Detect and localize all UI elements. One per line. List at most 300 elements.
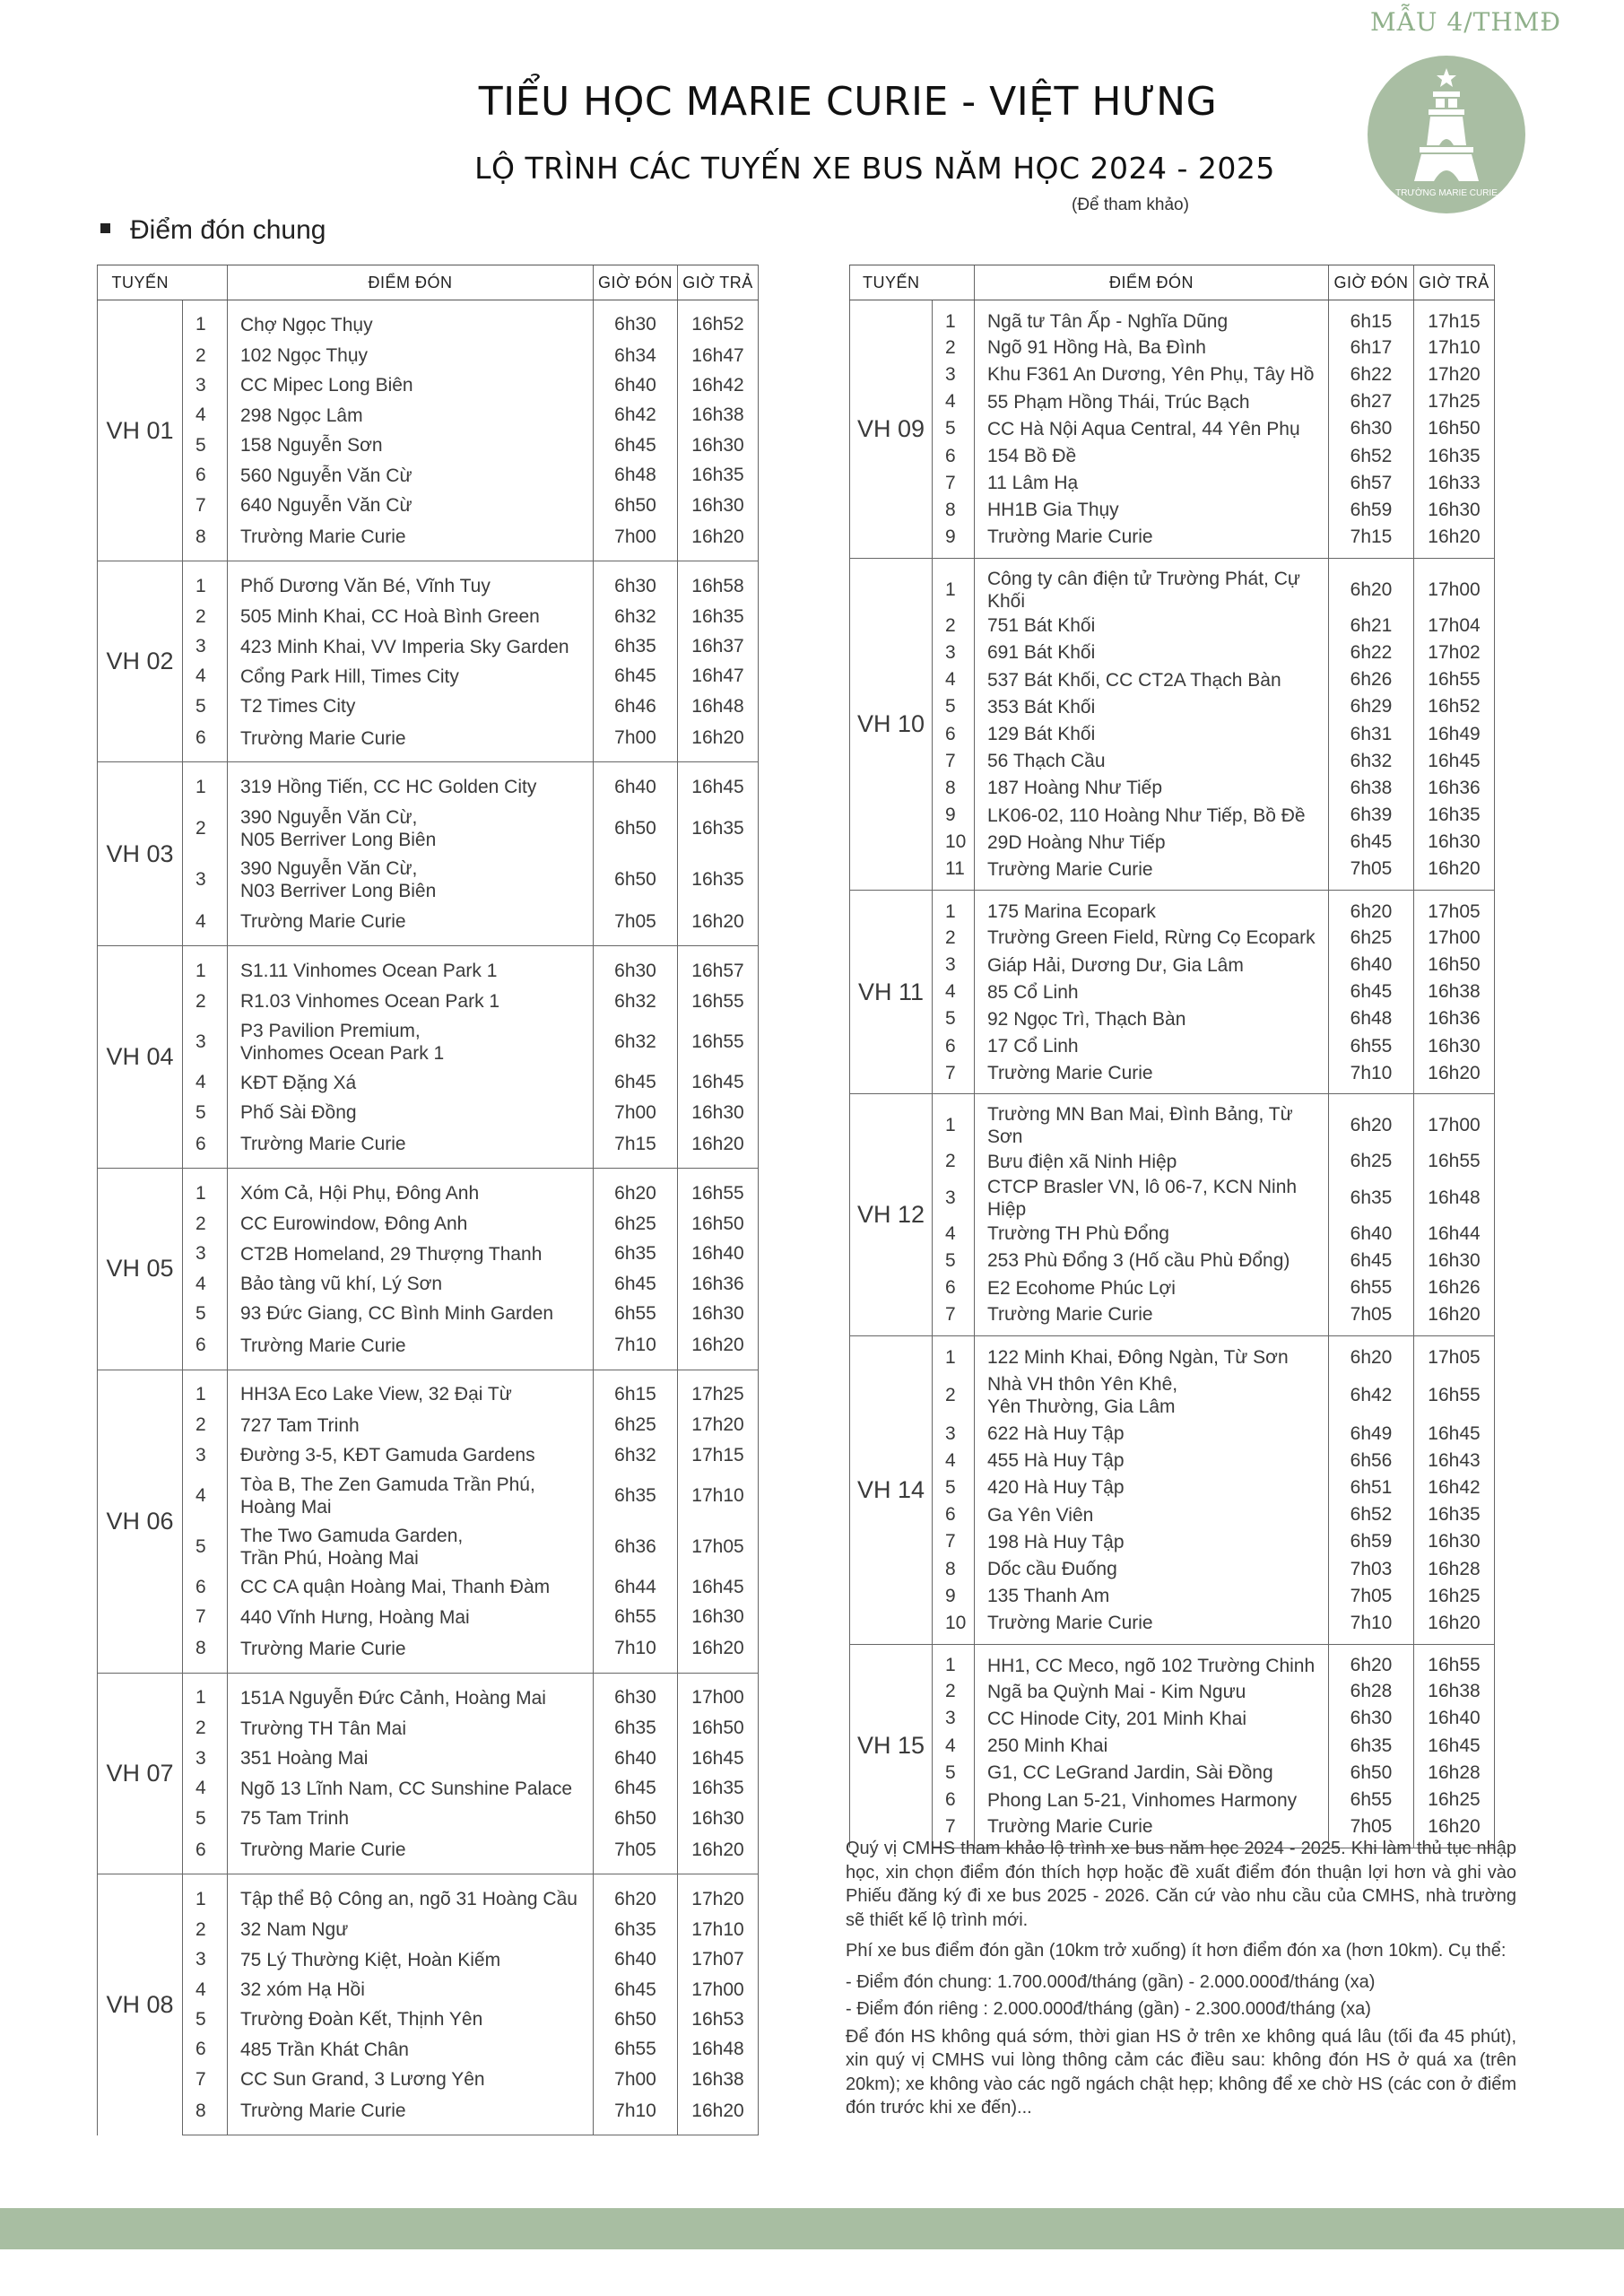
stop-name: CC Hinode City, 201 Minh Khai: [975, 1705, 1329, 1732]
pickup-time: 6h35: [1329, 1176, 1414, 1221]
return-time: 17h15: [1414, 300, 1495, 335]
stop-row: [98, 1975, 759, 2005]
return-time: 16h55: [678, 1169, 759, 1209]
return-time: 16h30: [678, 1299, 759, 1328]
stop-name: Trường Green Field, Rừng Cọ Ecopark: [975, 925, 1329, 952]
stop-number: 3: [945, 1187, 956, 1208]
stop-row: [98, 1127, 759, 1168]
stop-name: R1.03 Vinhomes Ocean Park 1: [228, 987, 594, 1016]
route-code: VH 05: [98, 1169, 183, 1370]
pickup-time: 6h32: [594, 1017, 678, 1068]
return-time: 16h50: [1414, 952, 1495, 978]
stop-name: 751 Bát Khối: [975, 613, 1329, 639]
pickup-time: 6h50: [594, 803, 678, 854]
stop-name: Giáp Hải, Dương Dư, Gia Lâm: [975, 952, 1329, 978]
pickup-time: 6h55: [1329, 1274, 1414, 1301]
stop-number: 3: [195, 1747, 206, 1769]
stop-name: S1.11 Vinhomes Ocean Park 1: [228, 946, 594, 987]
return-time: 17h05: [1414, 1335, 1495, 1370]
pickup-time: 6h20: [594, 1169, 678, 1209]
stop-row: [98, 1370, 759, 1410]
stop-name: 32 Nam Ngư: [228, 1915, 594, 1944]
return-time: 16h35: [678, 803, 759, 854]
pickup-time: 6h39: [1329, 802, 1414, 829]
stop-row: [850, 1474, 1495, 1501]
stop-row: [98, 1169, 759, 1209]
stop-name: Trường Marie Curie: [228, 1127, 594, 1168]
stop-name: 505 Minh Khai, CC Hoà Bình Green: [228, 602, 594, 631]
return-time: 16h55: [1414, 1370, 1495, 1421]
return-time: 16h55: [1414, 1148, 1495, 1175]
pickup-time: 6h25: [1329, 925, 1414, 952]
stop-row: [98, 561, 759, 602]
return-time: 16h30: [1414, 1033, 1495, 1060]
stop-name: 485 Trần Khát Chân: [228, 2035, 594, 2065]
return-time: 16h40: [1414, 1705, 1495, 1732]
return-time: 16h30: [678, 1098, 759, 1127]
pickup-time: 6h15: [594, 1370, 678, 1410]
stop-name: Nhà VH thôn Yên Khê, Yên Thường, Gia Lâm: [975, 1370, 1329, 1421]
stop-number: 6: [945, 723, 956, 744]
stop-row: [98, 370, 759, 400]
stop-number: 8: [183, 2094, 228, 2135]
bullet-icon: [100, 223, 110, 233]
return-time: 16h45: [678, 1068, 759, 1098]
header-return: GIỜ TRẢ: [678, 265, 759, 300]
stop-name: Trường Đoàn Kết, Thịnh Yên: [228, 2005, 594, 2034]
stop-name: Trường Marie Curie: [228, 1632, 594, 1673]
return-time: 16h20: [1414, 1060, 1495, 1094]
stop-number: 9: [933, 524, 975, 558]
stop-name: 75 Tam Trinh: [228, 1804, 594, 1833]
notes-paragraph: Để đón HS không quá sớm, thời gian HS ở trên xe không quá lâu (tối đa 45 phút), xin quý vị CMHS vui lòng thông cảm các điều sau: không đón HS ở quá xa (trên 20km); xe không vào các ngõ ngách chật hẹp; không để xe chờ HS (các con ở điểm đón trước khi xe đến)...: [846, 2026, 1516, 2118]
stop-name: 158 Nguyễn Sơn: [228, 430, 594, 460]
pickup-time: 6h51: [1329, 1474, 1414, 1501]
fee-private: - Điểm đón riêng : 2.000.000đ/tháng (gần) - 2.300.000đ/tháng (xa): [846, 1999, 1371, 2019]
stop-number: 2: [195, 1213, 206, 1234]
pickup-time: 7h10: [1329, 1610, 1414, 1644]
pickup-time: 6h49: [1329, 1421, 1414, 1448]
pickup-time: 6h35: [594, 1239, 678, 1268]
return-time: 16h55: [678, 1017, 759, 1068]
pickup-time: 6h25: [594, 1410, 678, 1439]
return-time: 16h40: [678, 1239, 759, 1268]
stop-name: 129 Bát Khối: [975, 720, 1329, 747]
stop-name: 11 Lâm Hạ: [975, 470, 1329, 497]
stop-row: [98, 1774, 759, 1804]
stop-name: 298 Ngọc Lâm: [228, 401, 594, 430]
stop-name: 122 Minh Khai, Đông Ngàn, Từ Sơn: [975, 1335, 1329, 1370]
stop-name: 154 Bồ Đề: [975, 442, 1329, 469]
route-code: VH 02: [98, 561, 183, 762]
pickup-time: 7h00: [594, 722, 678, 762]
pickup-time: 6h21: [1329, 613, 1414, 639]
stop-name: Bưu điện xã Ninh Hiệp: [975, 1148, 1329, 1175]
stop-name: Trường TH Phù Đổng: [975, 1221, 1329, 1248]
stop-row: [850, 335, 1495, 361]
stop-name: 440 Vĩnh Hưng, Hoàng Mai: [228, 1603, 594, 1632]
stop-name: Tập thể Bộ Công an, ngõ 31 Hoàng Cầu: [228, 1874, 594, 1915]
stop-number: 1: [183, 762, 228, 803]
stop-number: 4: [945, 981, 956, 1003]
stop-name: CC Hà Nội Aqua Central, 44 Yên Phụ: [975, 415, 1329, 442]
stop-name: 32 xóm Hạ Hồi: [228, 1975, 594, 2005]
pickup-time: 7h00: [594, 2065, 678, 2094]
route-code: VH 07: [98, 1673, 183, 1874]
stop-number: 1: [933, 1644, 975, 1678]
return-time: 16h52: [678, 300, 759, 341]
return-time: 17h20: [1414, 361, 1495, 388]
pickup-time: 6h38: [1329, 775, 1414, 802]
return-time: 16h44: [1414, 1221, 1495, 1248]
pickup-time: 6h35: [594, 1714, 678, 1744]
stop-number: 1: [183, 1874, 228, 1915]
stop-number: 4: [195, 404, 206, 426]
stop-row: [850, 442, 1495, 469]
reference-note: (Để tham khảo): [1072, 196, 1189, 214]
page-title: TIỂU HỌC MARIE CURIE - VIỆT HƯNG: [478, 79, 1218, 125]
stop-number: 3: [195, 374, 206, 396]
stop-name: CT2B Homeland, 29 Thượng Thanh: [228, 1239, 594, 1268]
stop-number: 4: [195, 1979, 206, 2000]
stop-name: Chợ Ngọc Thụy: [228, 300, 594, 341]
return-time: 16h35: [678, 1774, 759, 1804]
stop-name: CC Mipec Long Biên: [228, 370, 594, 400]
logo-text: TRƯỜNG MARIE CURIE: [1395, 188, 1498, 198]
return-time: 16h49: [1414, 720, 1495, 747]
pickup-time: 7h05: [1329, 1583, 1414, 1610]
pickup-time: 6h22: [1329, 639, 1414, 666]
route-code: VH 03: [98, 762, 183, 946]
pickup-time: 6h35: [1329, 1733, 1414, 1760]
return-time: 16h30: [1414, 497, 1495, 524]
route-code: VH 15: [850, 1644, 933, 1848]
stop-name: 102 Ngọc Thụy: [228, 341, 594, 370]
pickup-time: 6h20: [1329, 558, 1414, 613]
stop-number: 2: [945, 1681, 956, 1702]
stop-name: 135 Thanh Am: [975, 1583, 1329, 1610]
stop-row: [98, 762, 759, 803]
stop-row: [98, 1098, 759, 1127]
pickup-time: 6h59: [1329, 497, 1414, 524]
pickup-time: 6h20: [1329, 1094, 1414, 1149]
pickup-time: 6h35: [594, 1915, 678, 1944]
stop-row: [850, 802, 1495, 829]
stop-row: [98, 2094, 759, 2135]
pickup-time: 6h32: [594, 602, 678, 631]
stop-row: [850, 1221, 1495, 1248]
route-code: VH 11: [850, 891, 933, 1094]
stop-number: 2: [945, 336, 956, 358]
return-time: 16h30: [1414, 1248, 1495, 1274]
return-time: 16h57: [678, 946, 759, 987]
pickup-time: 6h48: [594, 460, 678, 490]
stop-row: [98, 1572, 759, 1602]
stop-name: Phố Sài Đồng: [228, 1098, 594, 1127]
stop-row: [98, 1068, 759, 1098]
stop-number: 11: [933, 856, 975, 890]
return-time: 16h52: [1414, 693, 1495, 720]
return-time: 16h35: [1414, 802, 1495, 829]
stop-row: [98, 1945, 759, 1975]
stop-number: 1: [183, 561, 228, 602]
pickup-time: 6h17: [1329, 335, 1414, 361]
pickup-time: 7h05: [1329, 1301, 1414, 1335]
stop-name: Trường Marie Curie: [228, 1329, 594, 1370]
return-time: 16h30: [678, 1804, 759, 1833]
stop-row: [850, 925, 1495, 952]
stop-number: 1: [183, 1169, 228, 1209]
return-time: 16h20: [678, 1127, 759, 1168]
stop-row: [850, 1705, 1495, 1732]
pickup-time: 6h52: [1329, 442, 1414, 469]
stop-number: 3: [945, 954, 956, 976]
stop-name: CTCP Brasler VN, lô 06-7, KCN Ninh Hiệp: [975, 1176, 1329, 1221]
return-time: 16h42: [1414, 1474, 1495, 1501]
stop-row: [98, 1329, 759, 1370]
pickup-time: 6h20: [1329, 891, 1414, 925]
stop-row: [98, 430, 759, 460]
stop-row: [850, 978, 1495, 1005]
pickup-time: 6h45: [1329, 978, 1414, 1005]
return-time: 17h07: [678, 1945, 759, 1975]
stop-number: 5: [945, 1008, 956, 1030]
stop-number: 5: [195, 695, 206, 717]
return-time: 16h20: [1414, 524, 1495, 558]
right-routes-table: [849, 265, 1495, 1848]
return-time: 16h58: [678, 561, 759, 602]
stop-name: 29D Hoàng Như Tiếp: [975, 829, 1329, 856]
stop-name: 691 Bát Khối: [975, 639, 1329, 666]
stop-name: 420 Hà Huy Tập: [975, 1474, 1329, 1501]
pickup-time: 7h05: [1329, 856, 1414, 890]
stop-name: The Two Gamuda Garden, Trần Phú, Hoàng Mai: [228, 1521, 594, 1572]
stop-number: 6: [195, 1576, 206, 1597]
stop-number: 3: [195, 1243, 206, 1265]
pickup-time: 6h30: [1329, 1705, 1414, 1732]
return-time: 16h48: [678, 2035, 759, 2065]
pickup-time: 6h40: [1329, 1221, 1414, 1248]
stop-row: [98, 946, 759, 987]
return-time: 17h25: [678, 1370, 759, 1410]
stop-number: 4: [945, 1449, 956, 1471]
pickup-time: 7h15: [594, 1127, 678, 1168]
pickup-time: 6h32: [594, 1440, 678, 1470]
pickup-time: 7h05: [594, 905, 678, 945]
stop-name: 351 Hoàng Mai: [228, 1744, 594, 1773]
stop-name: 423 Minh Khai, VV Imperia Sky Garden: [228, 631, 594, 661]
pickup-time: 6h36: [594, 1521, 678, 1572]
stop-row: [850, 748, 1495, 775]
pickup-time: 6h35: [594, 631, 678, 661]
pickup-time: 7h05: [1329, 1813, 1414, 1848]
pickup-time: 6h15: [1329, 300, 1414, 335]
stop-name: Đường 3-5, KĐT Gamuda Gardens: [228, 1440, 594, 1470]
stop-name: Trường Marie Curie: [975, 1610, 1329, 1644]
stop-name: P3 Pavilion Premium, Vinhomes Ocean Park 1: [228, 1017, 594, 1068]
route-code: VH 04: [98, 946, 183, 1169]
stop-number: 1: [183, 300, 228, 341]
stop-name: Trường Marie Curie: [228, 1833, 594, 1874]
stop-row: [850, 470, 1495, 497]
stop-number: 5: [945, 696, 956, 718]
stop-row: [98, 1299, 759, 1328]
stop-number: 1: [933, 300, 975, 335]
pickup-time: 6h34: [594, 341, 678, 370]
stop-number: 7: [933, 1301, 975, 1335]
pickup-time: 7h10: [1329, 1060, 1414, 1094]
stop-number: 4: [945, 1735, 956, 1756]
pickup-time: 6h32: [594, 987, 678, 1016]
stop-row: [98, 1804, 759, 1833]
stop-number: 3: [195, 636, 206, 657]
stop-name: 455 Hà Huy Tập: [975, 1448, 1329, 1474]
stop-name: Ngõ 91 Hồng Hà, Ba Đình: [975, 335, 1329, 361]
stop-row: [850, 1501, 1495, 1528]
header-pickup: GIỜ ĐÓN: [1329, 265, 1414, 300]
stop-number: 5: [945, 1249, 956, 1271]
stop-row: [850, 952, 1495, 978]
stop-number: 2: [195, 817, 206, 839]
stop-number: 6: [183, 1127, 228, 1168]
stop-name: Ngã ba Quỳnh Mai - Kim Ngưu: [975, 1678, 1329, 1705]
pickup-time: 7h05: [594, 1833, 678, 1874]
stop-name: Trường Marie Curie: [975, 1813, 1329, 1848]
stop-number: 2: [195, 344, 206, 366]
return-time: 16h35: [678, 854, 759, 905]
stop-name: Khu F361 An Dương, Yên Phụ, Tây Hồ: [975, 361, 1329, 388]
pickup-time: 6h22: [1329, 361, 1414, 388]
stop-name: 250 Minh Khai: [975, 1733, 1329, 1760]
pickup-time: 6h44: [594, 1572, 678, 1602]
stop-name: HH1B Gia Thụy: [975, 497, 1329, 524]
stop-row: [98, 662, 759, 691]
stop-name: Trường Marie Curie: [975, 524, 1329, 558]
stop-row: [850, 1528, 1495, 1555]
pickup-time: 7h00: [594, 520, 678, 561]
stop-number: 8: [945, 777, 956, 798]
stop-name: G1, CC LeGrand Jardin, Sài Đồng: [975, 1760, 1329, 1787]
stop-row: [850, 388, 1495, 415]
stop-name: Trường Marie Curie: [228, 520, 594, 561]
stop-name: 622 Hà Huy Tập: [975, 1421, 1329, 1448]
stop-number: 7: [945, 1531, 956, 1552]
stop-name: T2 Times City: [228, 691, 594, 721]
section-label-text: Điểm đón chung: [130, 215, 326, 245]
return-time: 16h20: [1414, 1301, 1495, 1335]
return-time: 16h20: [678, 1632, 759, 1673]
stop-name: 75 Lý Thường Kiệt, Hoàn Kiếm: [228, 1945, 594, 1975]
return-time: 16h45: [678, 1572, 759, 1602]
stop-name: 727 Tam Trinh: [228, 1410, 594, 1439]
route-code: VH 09: [850, 300, 933, 559]
return-time: 16h45: [678, 762, 759, 803]
stop-number: 6: [945, 445, 956, 466]
stop-name: 390 Nguyễn Văn Cừ, N03 Berriver Long Biên: [228, 854, 594, 905]
stop-number: 3: [195, 868, 206, 890]
return-time: 16h20: [1414, 1813, 1495, 1848]
stop-name: HH1, CC Meco, ngõ 102 Trường Chinh: [975, 1644, 1329, 1678]
pickup-time: 6h40: [594, 1744, 678, 1773]
pickup-time: 6h25: [594, 1209, 678, 1239]
return-time: 16h38: [678, 401, 759, 430]
pickup-time: 6h20: [594, 1874, 678, 1915]
stop-row: [850, 1644, 1495, 1678]
stop-row: [850, 891, 1495, 925]
pickup-time: 6h30: [594, 946, 678, 987]
return-time: 16h45: [678, 1744, 759, 1773]
pickup-time: 6h46: [594, 691, 678, 721]
pickup-time: 6h55: [594, 1299, 678, 1328]
pickup-time: 6h45: [1329, 1248, 1414, 1274]
stop-number: 1: [933, 1335, 975, 1370]
return-time: 16h28: [1414, 1760, 1495, 1787]
header-stop: ĐIỂM ĐÓN: [228, 265, 594, 300]
stop-row: [850, 300, 1495, 335]
return-time: 16h26: [1414, 1274, 1495, 1301]
stop-number: 7: [195, 1606, 206, 1628]
return-time: 17h15: [678, 1440, 759, 1470]
stop-row: [850, 856, 1495, 890]
pickup-time: 6h50: [594, 2005, 678, 2034]
stop-row: [850, 1787, 1495, 1813]
return-time: 17h05: [678, 1521, 759, 1572]
stop-number: 5: [195, 1302, 206, 1324]
stop-name: Ga Yên Viên: [975, 1501, 1329, 1528]
return-time: 16h38: [678, 2065, 759, 2094]
stop-row: [98, 691, 759, 721]
stop-name: 560 Nguyễn Văn Cừ: [228, 460, 594, 490]
table-header: [98, 265, 759, 300]
stop-name: Trường Marie Curie: [975, 1060, 1329, 1094]
pickup-time: 6h57: [1329, 470, 1414, 497]
stop-row: [98, 520, 759, 561]
stop-name: 85 Cổ Linh: [975, 978, 1329, 1005]
pickup-time: 6h48: [1329, 1005, 1414, 1032]
pickup-time: 6h56: [1329, 1448, 1414, 1474]
stop-number: 2: [945, 1151, 956, 1172]
stop-row: [850, 775, 1495, 802]
stop-name: 92 Ngọc Trì, Thạch Bàn: [975, 1005, 1329, 1032]
stop-name: Ngõ 13 Lĩnh Nam, CC Sunshine Palace: [228, 1774, 594, 1804]
stop-name: 353 Bát Khối: [975, 693, 1329, 720]
pickup-time: 6h40: [594, 370, 678, 400]
stop-row: [850, 1421, 1495, 1448]
return-time: 17h00: [1414, 558, 1495, 613]
stop-number: 5: [195, 1101, 206, 1123]
return-time: 16h33: [1414, 470, 1495, 497]
return-time: 16h45: [1414, 1733, 1495, 1760]
return-time: 16h25: [1414, 1787, 1495, 1813]
pickup-time: 7h10: [594, 1329, 678, 1370]
return-time: 16h48: [678, 691, 759, 721]
fee-common: - Điểm đón chung: 1.700.000đ/tháng (gần) - 2.000.000đ/tháng (xa): [846, 1971, 1376, 1992]
stop-name: Trường Marie Curie: [975, 856, 1329, 890]
stop-number: 2: [195, 605, 206, 627]
stop-row: [98, 1239, 759, 1268]
stop-number: 1: [183, 1673, 228, 1713]
pickup-time: 7h03: [1329, 1555, 1414, 1582]
stop-row: [850, 1033, 1495, 1060]
stop-number: 5: [195, 434, 206, 456]
stop-name: 17 Cổ Linh: [975, 1033, 1329, 1060]
stop-name: 253 Phù Đổng 3 (Hố cầu Phù Đổng): [975, 1248, 1329, 1274]
stop-number: 4: [183, 905, 228, 945]
header-return: GIỜ TRẢ: [1414, 265, 1495, 300]
stop-row: [850, 693, 1495, 720]
return-time: 17h20: [678, 1410, 759, 1439]
return-time: 16h20: [678, 2094, 759, 2135]
